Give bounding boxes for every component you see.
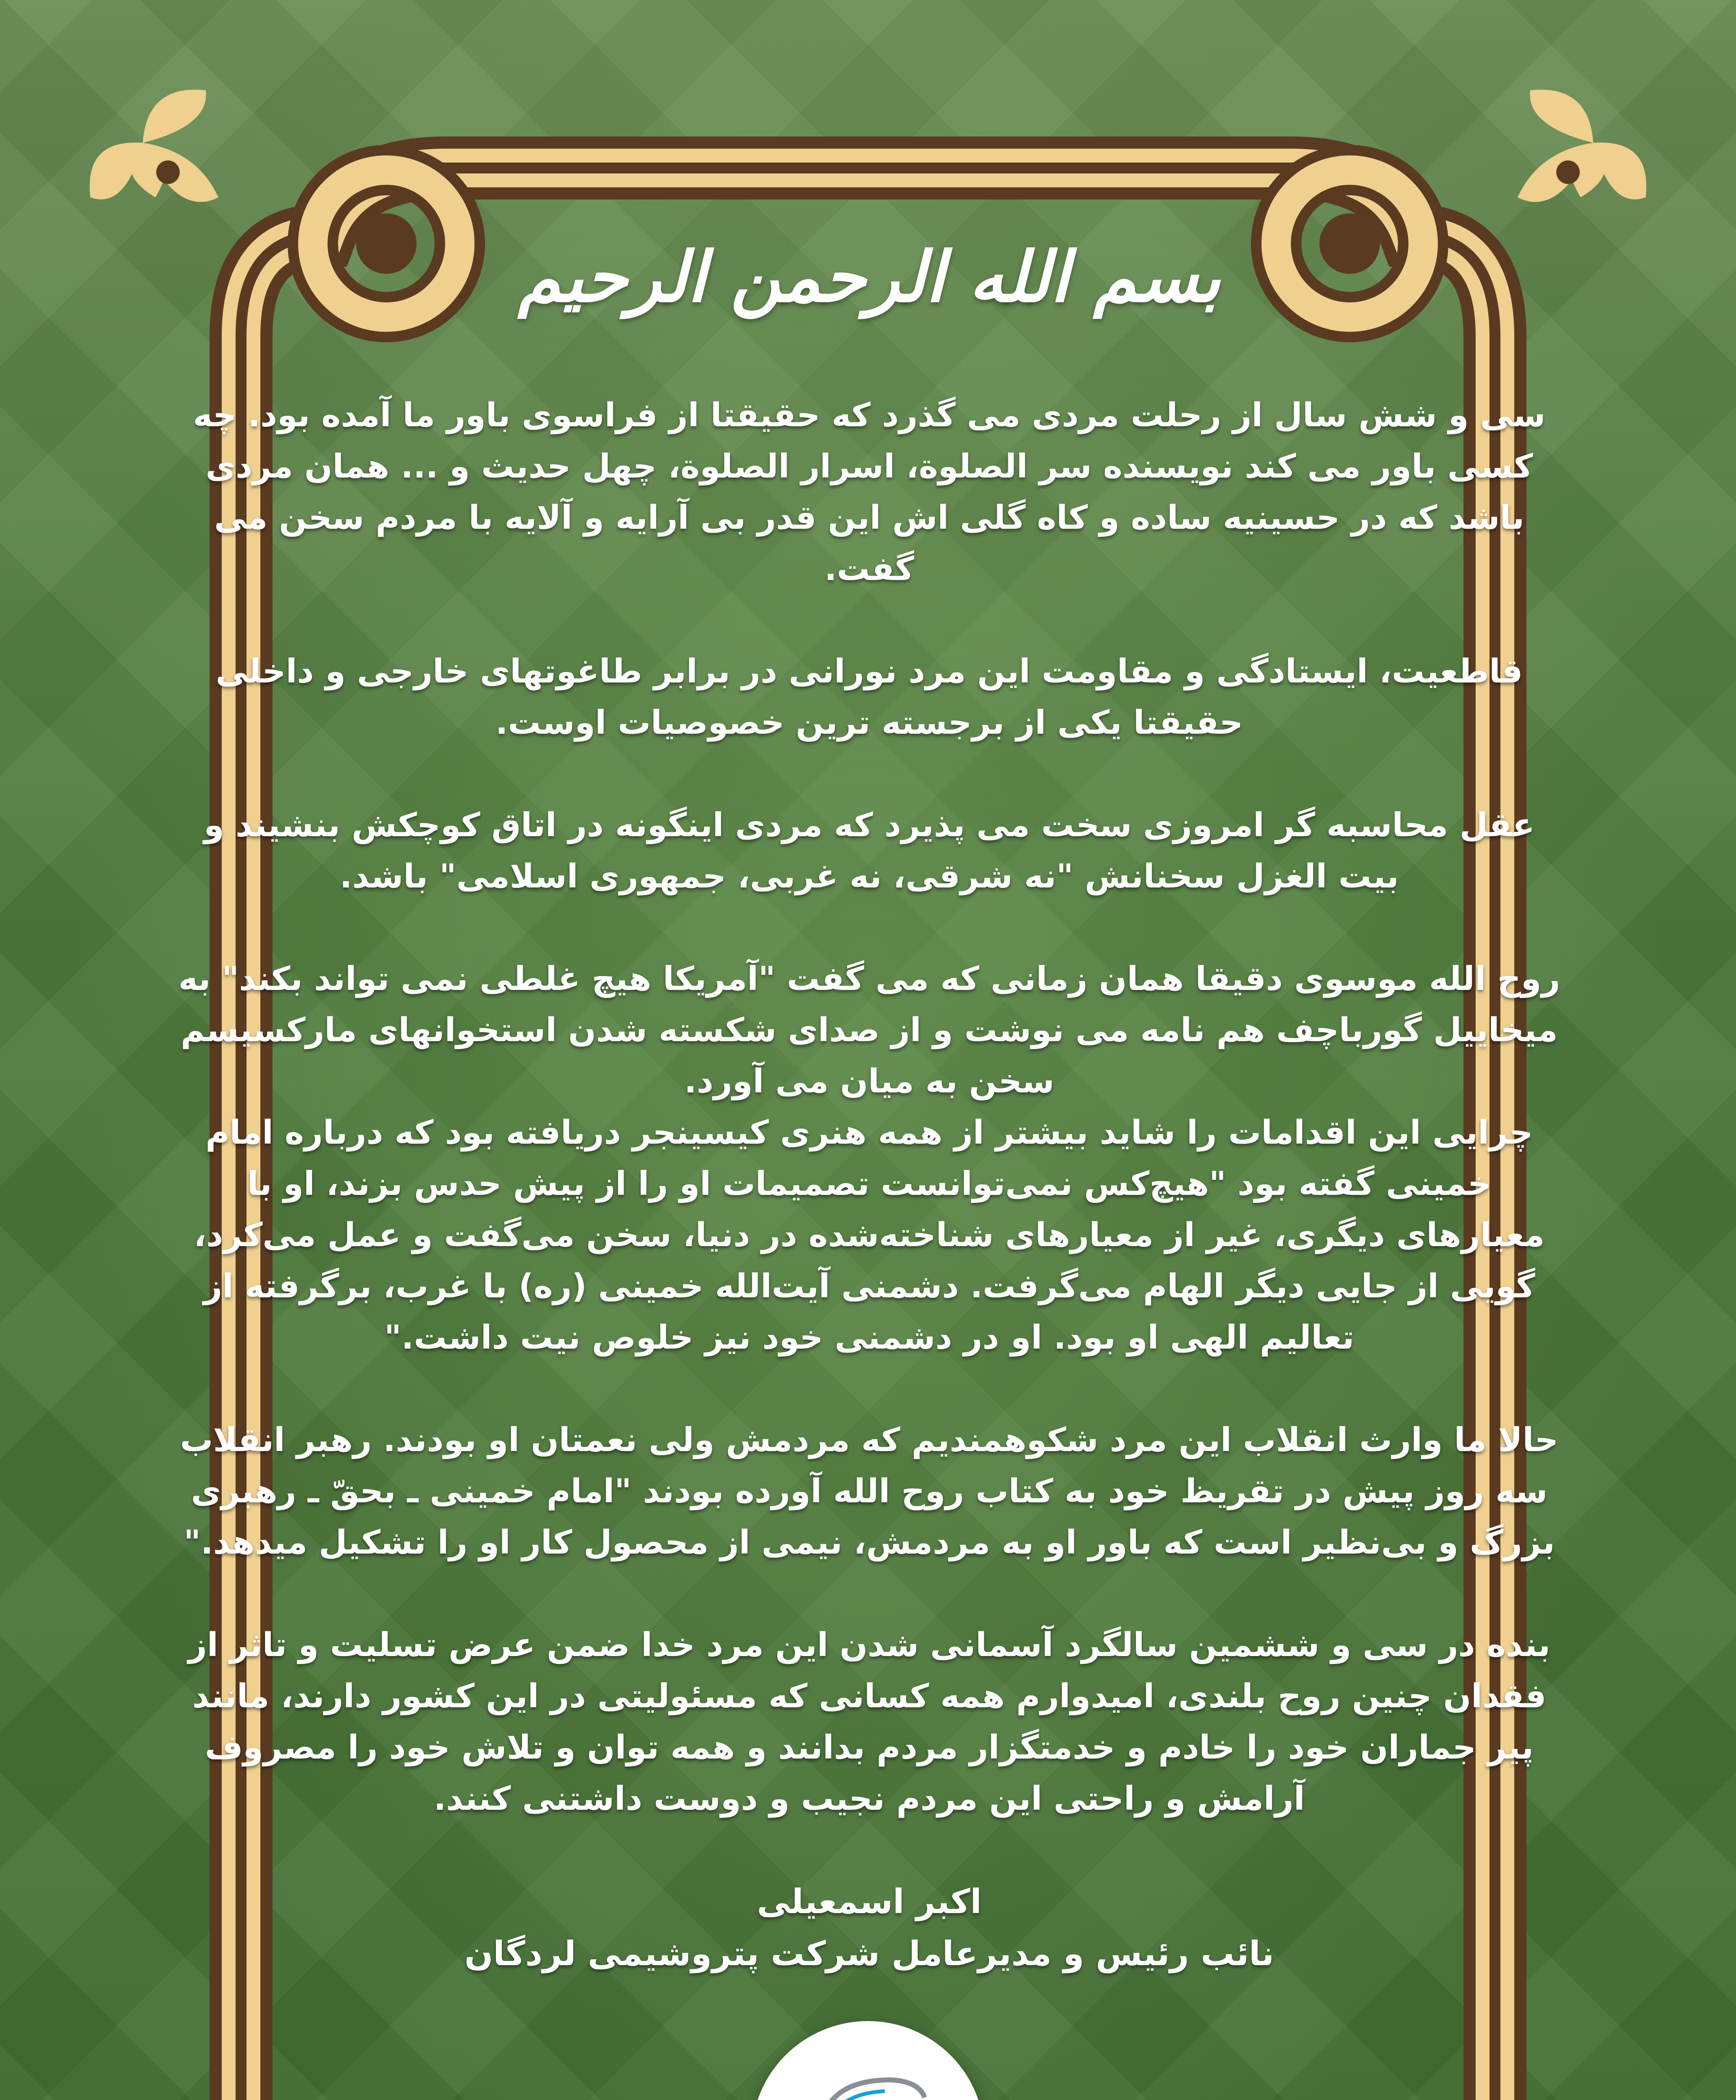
- paragraph-4: روح الله موسوی دقیقا همان زمانی که می گفت "آمریکا هیچ غلطی نمی تواند بکند" به میخاییل گورباچف هم نامه می نوشت و از صدای شکسته شدن استخوانهای مارکسیسم سخن به میان می آورد.: [178, 960, 1560, 1100]
- paragraph-5: چرایی این اقدامات را شاید بیشتر از همه هنری کیسینجر دریافته بود که درباره امام خمینی گفته بود "هیچ‌کس نمی‌توانست تصمیمات او را از پیش حدس بزند، او با معیارهای دیگری، غیر از معیارهای شناخته‌شده در دنیا، سخن می‌گفت و عمل می‌کرد، گویی از جایی دیگر الهام می‌گرفت. دشمنی آیت‌الله خمینی (ره) با غرب، برگرفته از تعالیم الهی او بود. او در دشمنی خود نیز خلوص نیت داشت.": [194, 1114, 1545, 1357]
- fleur-ornament-top-left: [90, 90, 218, 202]
- letter-content: [176, 235, 1562, 1999]
- signature-block: [176, 1876, 1562, 1980]
- paragraph-1: سی و شش سال از رحلت مردی می گذرد که حقیقتا از فراسوی باور ما آمده بود. چه کسی باور می کند نویسنده سر الصلوة، اسرار الصلوة، چهل حدیث و ... همان مردی باشد که در حسینیه ساده و کاه گلی اش این قدر بی آرایه و آلایه با مردم سخن می گفت.: [193, 396, 1546, 588]
- paragraph-7: بنده در سی و ششمین سالگرد آسمانی شدن این مرد خدا ضمن عرض تسلیت و تاثر از فقدان چنین روح بلندی، امیدوارم همه کسانی که مسئولیتی در این کشور دارند، مانند پیر جماران خود را خادم و خدمتگزار مردم بدانند و همه توان و تلاش خود را مصروف آرامش و راحتی این مردم نجیب و دوست داشتنی کنند.: [188, 1626, 1550, 1818]
- paragraph-3: عقل محاسبه گر امروزی سخت می پذیرد که مردی اینگونه در اتاق کوچکش بنشیند و بیت الغزل سخنانش "نه شرقی، نه غربی، جمهوری اسلامی" باشد.: [204, 806, 1535, 895]
- pgpic-swoosh-icon: [805, 2072, 931, 2100]
- bismillah-heading: بسم الله الرحمن الرحیم: [518, 236, 1221, 318]
- paragraph-6: حالا ما وارث انقلاب این مرد شکوهمندیم که مردمش ولی نعمتان او بودند. رهبر انقلاب سه روز پیش در تقریظ خود به کتاب روح الله آورده بودند "امام خمینی ـ بحقّ ـ رهبری بزرگ و بی‌نظیر است که باور او به مردمش، نیمی از محصول کار او را تشکیل میدهد.": [180, 1421, 1558, 1562]
- fleur-ornament-top-right: [1518, 90, 1646, 202]
- signature-name: اکبر اسمعیلی: [757, 1882, 982, 1921]
- paragraph-2: قاطعیت، ایستادگی و مقاومت این مرد نورانی در برابر طاغوتهای خارجی و داخلی حقیقتا یکی از برجسته ترین خصوصیات اوست.: [215, 653, 1523, 742]
- signature-title: نائب رئیس و مدیرعامل شرکت پتروشیمی لردگان: [464, 1934, 1274, 1973]
